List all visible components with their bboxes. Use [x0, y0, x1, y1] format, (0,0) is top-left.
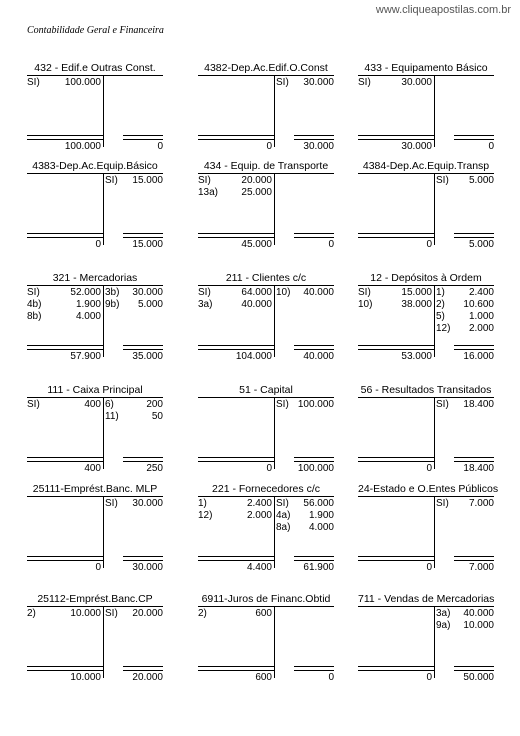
credit-entry-label: 9a) [436, 620, 451, 631]
account-title: 321 - Mercadorias [52, 272, 138, 284]
account-title: 221 - Fornecedores c/c [212, 483, 320, 495]
t-account [27, 62, 163, 167]
debit-total-line [198, 135, 274, 140]
credit-total: 0 [328, 239, 334, 250]
credit-total-line [454, 233, 494, 238]
debit-total: 57.900 [70, 351, 101, 362]
t-account [27, 384, 163, 489]
t-account [198, 160, 334, 265]
debit-entry-amount: 20.000 [241, 175, 272, 186]
credit-entry-amount: 200 [146, 399, 163, 410]
debit-entry-label: SI) [27, 77, 40, 88]
credit-entry-amount: 7.000 [468, 498, 494, 509]
debit-entry-label: SI) [27, 287, 40, 298]
debit-total: 400 [84, 463, 101, 474]
debit-total-line [198, 345, 274, 350]
t-account [27, 483, 163, 588]
credit-total-line [454, 556, 494, 561]
debit-total-line [358, 666, 434, 671]
credit-total-line [123, 233, 163, 238]
credit-total: 50.000 [463, 672, 494, 683]
t-account [198, 384, 334, 489]
credit-entry-label: SI) [276, 498, 289, 509]
credit-total: 0 [488, 141, 494, 152]
debit-total-line [27, 345, 103, 350]
credit-total: 61.900 [303, 562, 334, 573]
account-title: 111 - Caixa Principal [47, 384, 143, 396]
debit-entry-label: 12) [198, 510, 213, 521]
account-title: 433 - Equipamento Básico [364, 62, 488, 74]
account-title: 4384-Dep.Ac.Equip.Transp [362, 160, 490, 172]
credit-entry-amount: 18.400 [463, 399, 494, 410]
credit-entry-label: SI) [436, 498, 449, 509]
credit-total-line [123, 666, 163, 671]
debit-total-line [358, 556, 434, 561]
debit-total-line [27, 556, 103, 561]
debit-entry-amount: 52.000 [70, 287, 101, 298]
credit-entry-label: 5) [436, 311, 445, 322]
debit-entry-amount: 2.000 [246, 510, 272, 521]
account-title: 432 - Edif.e Outras Const. [34, 62, 156, 74]
t-account [358, 62, 494, 167]
debit-entry-label: SI) [198, 287, 211, 298]
account-divider-line [274, 174, 275, 245]
debit-total: 0 [95, 239, 101, 250]
debit-entry-label: 4b) [27, 299, 42, 310]
t-account [198, 593, 334, 698]
debit-total-line [198, 233, 274, 238]
debit-total-line [27, 233, 103, 238]
credit-total-line [123, 345, 163, 350]
debit-entry-amount: 30.000 [401, 77, 432, 88]
credit-total-line [454, 457, 494, 462]
credit-total-line [294, 135, 334, 140]
t-account [358, 160, 494, 265]
credit-total-line [294, 457, 334, 462]
debit-entry-label: 13a) [198, 187, 219, 198]
account-divider-line [434, 76, 435, 147]
account-title: 434 - Equip. de Transporte [203, 160, 329, 172]
account-title: 211 - Clientes c/c [225, 272, 307, 284]
credit-total-line [123, 556, 163, 561]
debit-entry-label: 1) [198, 498, 207, 509]
debit-entry-label: SI) [198, 175, 211, 186]
credit-entry-amount: 10.600 [463, 299, 494, 310]
credit-total-line [454, 345, 494, 350]
debit-total: 30.000 [401, 141, 432, 152]
debit-total: 4.400 [246, 562, 272, 573]
t-account [27, 593, 163, 698]
credit-entry-label: 6) [105, 399, 114, 410]
debit-entry-amount: 100.000 [64, 77, 101, 88]
debit-entry-amount: 400 [84, 399, 101, 410]
credit-total-line [294, 556, 334, 561]
document-title: Contabilidade Geral e Financeira [27, 25, 164, 36]
credit-entry-label: SI) [276, 77, 289, 88]
account-title: 25111-Emprést.Banc. MLP [32, 483, 158, 495]
site-url: www.cliqueapostilas.com.br [375, 4, 511, 16]
credit-total: 30.000 [303, 141, 334, 152]
debit-entry-amount: 10.000 [70, 608, 101, 619]
account-title: 711 - Vendas de Mercadorias [358, 593, 495, 605]
credit-entry-amount: 30.000 [132, 287, 163, 298]
credit-total-line [294, 233, 334, 238]
debit-total: 600 [255, 672, 272, 683]
debit-entry-label: 2) [198, 608, 207, 619]
debit-entry-label: SI) [358, 77, 371, 88]
debit-total-line [27, 666, 103, 671]
credit-entry-label: SI) [436, 399, 449, 410]
debit-entry-label: 8b) [27, 311, 42, 322]
debit-entry-label: 10) [358, 299, 373, 310]
debit-entry-label: SI) [358, 287, 371, 298]
credit-entry-amount: 5.000 [137, 299, 163, 310]
credit-entry-amount: 56.000 [303, 498, 334, 509]
credit-total: 30.000 [132, 562, 163, 573]
debit-total: 0 [426, 562, 432, 573]
debit-total-line [198, 556, 274, 561]
credit-entry-amount: 10.000 [463, 620, 494, 631]
credit-entry-label: 10) [276, 287, 291, 298]
credit-entry-amount: 40.000 [303, 287, 334, 298]
debit-entry-amount: 40.000 [241, 299, 272, 310]
credit-entry-amount: 40.000 [463, 608, 494, 619]
credit-entry-label: SI) [276, 399, 289, 410]
credit-total: 35.000 [132, 351, 163, 362]
debit-total: 53.000 [401, 351, 432, 362]
t-account [358, 384, 494, 489]
debit-total: 10.000 [70, 672, 101, 683]
credit-entry-label: SI) [436, 175, 449, 186]
credit-total-line [294, 345, 334, 350]
debit-entry-label: 2) [27, 608, 36, 619]
debit-total: 45.000 [241, 239, 272, 250]
t-account [198, 483, 334, 588]
credit-total: 16.000 [463, 351, 494, 362]
debit-entry-amount: 15.000 [401, 287, 432, 298]
debit-total-line [198, 666, 274, 671]
t-account [198, 62, 334, 167]
credit-total: 20.000 [132, 672, 163, 683]
debit-total-line [358, 233, 434, 238]
account-divider-line [274, 607, 275, 678]
credit-total: 7.000 [468, 562, 494, 573]
credit-total: 0 [328, 672, 334, 683]
credit-entry-label: SI) [105, 175, 118, 186]
credit-entry-label: 1) [436, 287, 445, 298]
credit-entry-label: 12) [436, 323, 451, 334]
debit-entry-label: 3a) [198, 299, 213, 310]
account-title: 56 - Resultados Transitados [360, 384, 492, 396]
t-account [27, 160, 163, 265]
credit-entry-amount: 30.000 [303, 77, 334, 88]
debit-total-line [358, 345, 434, 350]
credit-entry-amount: 2.400 [468, 287, 494, 298]
credit-entry-amount: 4.000 [308, 522, 334, 533]
credit-entry-amount: 100.000 [297, 399, 334, 410]
credit-total: 15.000 [132, 239, 163, 250]
credit-entry-label: 9b) [105, 299, 120, 310]
account-title: 6911-Juros de Financ.Obtid [201, 593, 331, 605]
t-account [27, 272, 163, 377]
t-account [358, 593, 494, 698]
debit-total: 0 [426, 672, 432, 683]
account-title: 25112-Emprést.Banc.CP [37, 593, 153, 605]
credit-entry-amount: 30.000 [132, 498, 163, 509]
credit-entry-amount: 50 [151, 411, 163, 422]
credit-total-line [123, 457, 163, 462]
debit-entry-label: SI) [27, 399, 40, 410]
account-title: 12 - Depósitos à Ordem [370, 272, 482, 284]
credit-entry-amount: 5.000 [468, 175, 494, 186]
credit-total-line [294, 666, 334, 671]
credit-entry-amount: 15.000 [132, 175, 163, 186]
debit-total: 0 [426, 239, 432, 250]
debit-total: 0 [95, 562, 101, 573]
account-title: 4382-Dep.Ac.Edif.O.Const [204, 62, 328, 74]
credit-entry-label: 4a) [276, 510, 291, 521]
credit-total: 18.400 [463, 463, 494, 474]
credit-entry-label: 3a) [436, 608, 451, 619]
debit-entry-amount: 25.000 [241, 187, 272, 198]
credit-entry-label: 3b) [105, 287, 120, 298]
credit-entry-label: SI) [105, 608, 118, 619]
credit-total: 5.000 [468, 239, 494, 250]
debit-entry-amount: 38.000 [401, 299, 432, 310]
debit-total: 0 [266, 141, 272, 152]
credit-entry-amount: 1.900 [308, 510, 334, 521]
credit-total-line [454, 666, 494, 671]
debit-total: 0 [426, 463, 432, 474]
debit-total-line [27, 457, 103, 462]
debit-total-line [27, 135, 103, 140]
credit-total: 250 [146, 463, 163, 474]
credit-entry-amount: 1.000 [468, 311, 494, 322]
credit-total-line [123, 135, 163, 140]
t-account [358, 483, 499, 588]
debit-total-line [358, 457, 434, 462]
debit-entry-amount: 4.000 [75, 311, 101, 322]
debit-entry-amount: 2.400 [246, 498, 272, 509]
credit-entry-amount: 20.000 [132, 608, 163, 619]
debit-total: 104.000 [235, 351, 272, 362]
t-account [358, 272, 494, 377]
credit-total: 0 [157, 141, 163, 152]
credit-total: 100.000 [297, 463, 334, 474]
credit-total-line [454, 135, 494, 140]
credit-entry-label: 11) [105, 411, 119, 422]
t-account [198, 272, 334, 377]
credit-entry-label: SI) [105, 498, 118, 509]
account-title: 24-Estado e O.Entes Públicos [358, 483, 499, 495]
debit-total: 0 [266, 463, 272, 474]
account-divider-line [103, 76, 104, 147]
account-title: 4383-Dep.Ac.Equip.Básico [32, 160, 158, 172]
debit-entry-amount: 64.000 [241, 287, 272, 298]
debit-total-line [198, 457, 274, 462]
debit-total-line [358, 135, 434, 140]
debit-entry-amount: 600 [255, 608, 272, 619]
credit-entry-label: 8a) [276, 522, 291, 533]
credit-entry-label: 2) [436, 299, 445, 310]
credit-total: 40.000 [303, 351, 334, 362]
credit-entry-amount: 2.000 [468, 323, 494, 334]
account-title: 51 - Capital [239, 384, 293, 396]
debit-total: 100.000 [64, 141, 101, 152]
debit-entry-amount: 1.900 [75, 299, 101, 310]
